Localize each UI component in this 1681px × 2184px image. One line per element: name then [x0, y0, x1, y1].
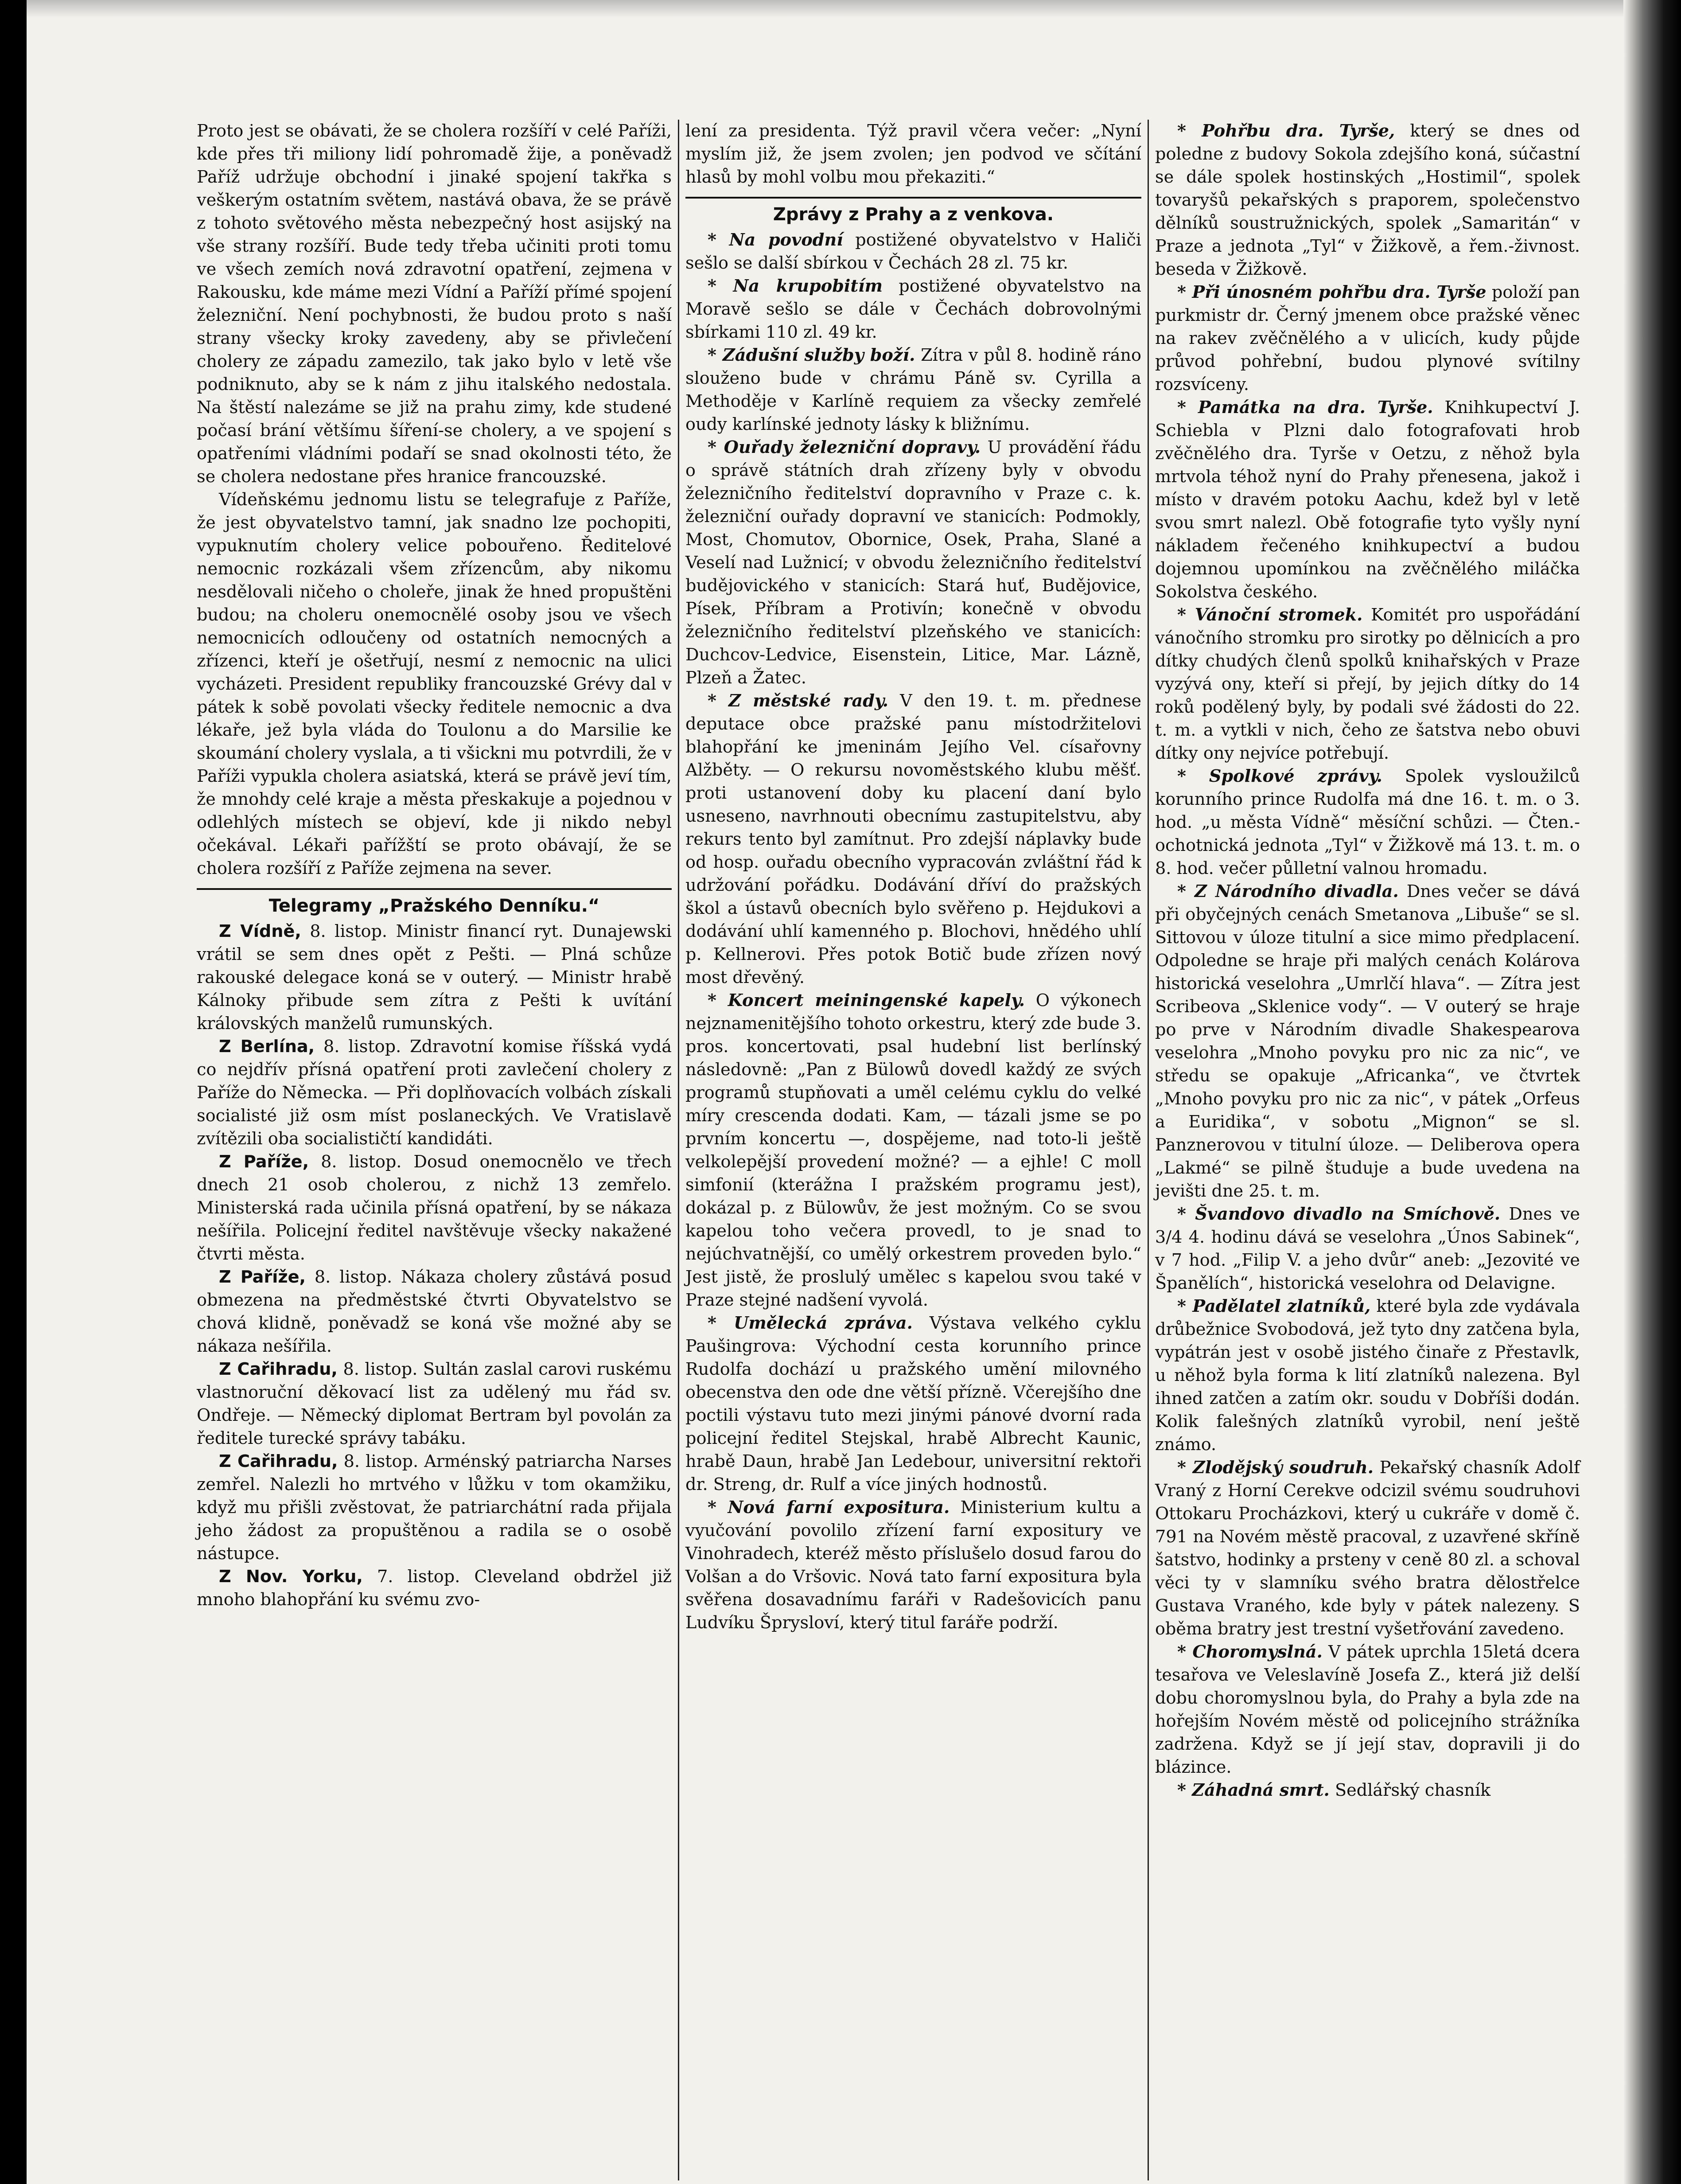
column-2	[678, 120, 1148, 2180]
page-left-edge	[0, 0, 27, 2184]
telegram-paris-2: Z Paříže, 8. listop. Nákaza cholery zůstává posud obmezena na předměstské čtvrti Obyvatelstvo se chová klidně, poněvadž se koná vše možné aby se nákaza nešířila.	[197, 1268, 672, 1356]
page-right-edge	[1623, 0, 1681, 2184]
section-title-prague-news: Zprávy z Prahy a z venkova.	[773, 204, 1054, 225]
bullet-asterisk: *	[708, 991, 728, 1010]
bullet-asterisk: *	[1177, 121, 1202, 141]
bullet-asterisk: *	[1177, 1296, 1193, 1316]
telegram-vienna: Z Vídně, 8. listop. Ministr financí ryt. Dunajewski vrátil se sem dnes opět z Pešti. — Plná schůze rakouské delegace koná se v outerý. — Ministr hrabě Kálnoky přibude sem zítra z Pešti k uvítání královských manželů rumunských.	[197, 922, 672, 1034]
column-3	[1148, 120, 1586, 2180]
bullet-asterisk: *	[708, 691, 729, 711]
news-railway: * Ouřady železniční dopravy. U provádění řádu o správě státních drah zřízeny byly v obvodu železničního ředitelství dopravního v Praze c. k. železniční ouřady dopravní ve stanicích: Podmokly, Most, Chomutov, Obornice, Osek, Praha, Slané a Veselí nad Lužnicí; v obvodu železničního ředitelství budějovického v stanicích: Stará huť, Budějovice, Písek, Příbram a Protivín; konečně v obvodu železničního ředitelství plzeňského ve stanicích: Duchcov-Ledvice, Eisenstein, Litice, Mar. Lázně, Plzeň a Žatec.	[685, 437, 1142, 688]
news-club-reports: * Spolkové zprávy. Spolek vysloužilců korunního prince Rudolfa má dne 16. t. m. o 3. hod. „u města Vídně“ měsíční schůzi. — Čten.-ochotnická jednota „Tyl“ v Žižkově má 13. t. m. o 8. hod. večer půlletní valnou hromadu.	[1155, 766, 1580, 878]
news-counterfeiter: * Padělatel zlatníků, které byla zde vydávala drůbežnice Svobodová, jež tyto dny zatčena byla, vypátrán jest v osobě jistého činaře z Přestavlk, u něhož byla forma k lití zlatníků nalezena. Byl ihned zatčen a zatím okr. soudu v Dobříši dodán. Kolik falešných zlatníků vyrobil, není ještě známo.	[1155, 1296, 1580, 1455]
telegram-berlin: Z Berlína, 8. listop. Zdravotní komise říšská vydá co nejdřív přísná opatření proti zavlečení cholery z Paříže do Německa. — Při doplňovacích volbách získali socialisté již osm míst poslaneckých. Ve Vratislavě zvítězili oba socialističtí kandidáti.	[197, 1037, 672, 1149]
bullet-asterisk: *	[1177, 605, 1195, 625]
bullet-asterisk: *	[708, 1498, 728, 1517]
news-funeral: * Pohřbu dra. Tyrše, který se dnes od poledne z budovy Sokola zdejšího koná, súčastní se dále spolek hostinských „Hostimil“, spolek tovaryšů pekařských s praporem, společenstvo dělníků soustružnických, spolek „Samaritán“ v Praze a jednota „Tyl“ v Žižkově, a řem.-živnost. beseda v Žižkově.	[1155, 121, 1580, 279]
bullet-asterisk: *	[1177, 398, 1198, 417]
page-top-shadow	[0, 0, 1681, 18]
telegram-constantinople-2: Z Cařihradu, 8. listop. Arménský patriarcha Narses zemřel. Nalezli ho mrtvého v lůžku v tom okamžiku, když mu přišli zvěstovat, že patriarchátní rada přijala jeho žádost za propuštěnou a radila se o osobě nástupce.	[197, 1452, 672, 1564]
divider	[197, 888, 672, 890]
news-insane: * Choromyslná. V pátek uprchla 15letá dcera tesařova ve Veleslavíně Josefa Z., která již delší dobu choromyslnou byla, do Prahy a byla zde na hořejším Novém městě od policejního strážníka zadržena. Když se jí její stav, dopravili ji do blázince.	[1155, 1642, 1580, 1777]
bullet-asterisk: *	[1177, 766, 1209, 786]
newspaper-page	[191, 120, 1586, 2180]
bullet-asterisk: *	[1177, 881, 1195, 901]
bullet-asterisk: *	[708, 1313, 734, 1333]
bullet-asterisk: *	[1177, 282, 1192, 302]
bullet-asterisk: *	[1177, 1642, 1193, 1662]
bullet-asterisk: *	[708, 230, 729, 250]
news-funeral-mayor: * Při únosném pohřbu dra. Tyrše položí pan purkmistr dr. Černý jmenem obce pražské věnec na rakev zvěčnělého a v ulicích, kudy půjde průvod pohřební, budou plynové svítilny rozsvíceny.	[1155, 282, 1580, 394]
column-1	[191, 120, 678, 2180]
telegram-constantinople-1: Z Cařihradu, 8. listop. Sultán zaslal carovi ruskému vlastnoruční děkovací list za udělený mu řád sv. Ondřeje. — Německý diplomat Bertram byl povolán za ředitele turecké správy tabáku.	[197, 1360, 672, 1448]
news-parish: * Nová farní expositura. Ministerium kultu a vyučování povolilo zřízení farní expositury ve Vinohradech, kteréž město příslušelo dosud farou do Volšan a do Vršovic. Nová tato farní expositura byla svěřena dosavadnímu faráři v Radešovicích panu Ludvíku Šprysloví, který titul faráře podrží.	[685, 1498, 1142, 1633]
article-cholera-cont: Vídeňskému jednomu listu se telegrafuje z Paříže, že jest obyvatelstvo tamní, jak snadno lze pochopiti, vypuknutím cholery velice pobouřeno. Ředitelové nemocnic rozkázali všem zřízencům, aby nikomu nesdělovali ničeho o choleře, jinak že hned propuštěni budou; na choleru onemocnělé osoby jsou ve všech nemocnicích odloučeny od ostatních nemocných a zřízenci, kteří je ošetřují, nesmí z nemocnic na ulici vycházeti. President republiky francouzské Grévy dal v pátek k sobě povolati všecky ředitele nemocnic a dva lékaře, jež byla vláda do Toulonu a do Marsilie ke skoumání cholery vyslala, a ti všickni mu potvrdili, že v Paříži vypukla cholera asiatská, která se právě jeví tím, že mnohdy celé kraje a města přeskakuje a pojednou v odlehlých místech se objeví, kde ji nikdo nebyl očekával. Lékaři pařížští se proto obávají, že se cholera rozšíří z Paříže zejmena na sever.	[197, 490, 672, 878]
news-requiem: * Zádušní služby boží. Zítra v půl 8. hodině ráno slouženo bude v chrámu Páně sv. Cyrilla a Methoděje v Karlíně requiem za všecky zemřelé oudy karlínské jednoty lásky k bližnímu.	[685, 345, 1142, 434]
news-thief: * Zlodějský soudruh. Pekařský chasník Adolf Vraný z Horní Cerekve odcizil svému soudruhovi Ottokaru Procházkovi, který u cukráře v domě č. 791 na Novém městě pracoval, z uzavřené skříně šatstvo, hodinky a prsteny v ceně 80 zl. a schoval věci ty v slamníku svého bratra dělostřelce Gustava Vraného, kde byly v pátek nalezeny. S oběma bratry jest trestní vyšetřování zavedeno.	[1155, 1458, 1580, 1639]
telegram-new-york-cont: lení za presidenta. Týž pravil včera večer: „Nyní myslím již, že jsem zvolen; jen podvod ve sčítání hlasů by mohl volbu mou překaziti.“	[685, 121, 1141, 187]
divider	[685, 197, 1141, 199]
news-christmas-tree: * Vánoční stromek. Komitét pro uspořádání vánočního stromku pro sirotky po dělnicích a pro dítky chudých členů spolků knihařských v Praze vyzývá ony, kteří si přejí, by jejich dítky do 14 roků podělený byly, by podali své žádosti do 22. t. m. a vytkli v nich, čeho ze šatstva nebo obuvi dítky ony nejvíce potřebují.	[1155, 605, 1580, 763]
article-cholera: Proto jest se obávati, že se cholera rozšíří v celé Paříži, kde přes tři miliony lidí pohromadě žije, a poněvadž Paříž udržuje obchodní i jinaké spojení takřka s veškerým ostatním světem, nastává obava, že se právě z tohoto světového města nebezpečný host asijský na vše strany rozšíří. Bude tedy třeba učiniti proti tomu ve všech zemích nová zdravotní opatření, zejmena v Rakousku, kde máme mezi Vídní a Paříží přímé spojení železniční. Není pochybnosti, že budou proto s naší strany všecky kroky zavedeny, aby se přivlečení cholery ze západu zamezilo, tak jako bylo v letě vše podniknuto, aby se k nám z jihu italského nedostala. Na štěstí nalezáme se již na prahu zimy, kde studené počasí brání většímu šíření-se cholery, a ve spojení s opatřeními vládními podaří se snad okolnosti této, že se cholera nedostane přes hranice francouzské.	[197, 121, 672, 487]
bullet-asterisk: *	[1177, 1780, 1192, 1800]
news-mysterious-death: * Záhadná smrt. Sedlářský chasník	[1177, 1780, 1491, 1800]
news-national-theatre: * Z Národního divadla. Dnes večer se dává při obyčejných cenách Smetanova „Libuše“ se sl. Sittovou v úloze titulní a sice mimo předplacení. Odpoledne se hraje při malých cenách Kolárova historická veselohra „Umrlčí hlava“. — Zítra jest Scribeova „Sklenice vody“. — V outerý se hraje po prve v Národním divadle Shakespearova veselohra „Mnoho povyku pro nic za nic“, ve středu se opakuje „Africanka“, ve čtvrtek „Mnoho povyku pro nic za nic“, v pátek „Orfeus a Euridika“, v sobotu „Mignon“ se sl. Panznerovou v titulní úloze. — Deliberova opera „Lakmé“ se pilně študuje a bude uvedena na jevišti dne 25. t. m.	[1155, 881, 1580, 1201]
section-title-telegrams: Telegramy „Pražského Denníku.“	[268, 896, 600, 916]
bullet-asterisk: *	[1177, 1204, 1195, 1224]
news-flood: * Na povodní postižené obyvatelstvo v Haliči sešlo se další sbírkou v Čechách 28 zl. 75 kr.	[685, 230, 1142, 273]
telegram-paris-1: Z Paříže, 8. listop. Dosud onemocnělo ve třech dnech 21 osob cholerou, z nichž 13 zemřelo. Ministerská rada učinila přísná opatření, by se nákaza nešířila. Policejní ředitel navštěvuje všecky nakažené čtvrti města.	[197, 1152, 672, 1264]
bullet-asterisk: *	[708, 437, 724, 457]
news-city-council: * Z městské rady. V den 19. t. m. přednese deputace obce pražské panu místodržitelovi blahopřání ke jmeninám Jejího Vel. císařovny Alžběty. — O rekursu novoměstského klubu měšť. proti ustanovení doby ku placení daní bylo usneseno, navrhnouti obecnímu zastupitelstvu, aby rekurs tento byl zamítnut. Pro zdejší náplavky bude od hosp. ouřadu obecního vypracován zvláštní řád k udržování pořádku. Dodávání dříví do pražských škol a ústavů obecních bylo svěřeno p. Hejdukovi a dodávání uhlí kamenného p. Blochovi, hnědého uhlí p. Kellnerovi. Přes potok Botič bude zřízen nový most dřevěný.	[685, 691, 1141, 987]
bullet-asterisk: *	[708, 345, 723, 365]
news-svanda-theatre: * Švandovo divadlo na Smíchově. Dnes ve 3/4 4. hodinu dává se veselohra „Únos Sabinek“, v 7 hod. „Filip V. a jeho dvůr“ aneb: „Jezovité ve Španělích“, historická veselohra od Delavigne.	[1155, 1204, 1580, 1293]
news-hail: * Na krupobitím postižené obyvatelstvo na Moravě sešlo se dále v Čechách dobrovolnými sbírkami 110 zl. 49 kr.	[685, 276, 1142, 342]
news-concert: * Koncert meiningenské kapely. O výkonech nejznamenitějšího tohoto orkestru, který zde bude 3. pros. koncertovati, psal hudební list berlínský následovně: „Pan z Bülowů dovedl každý ze svých programů stupňovati a uměl celému cyklu do velké míry crescenda dodati. Kam, — tázali jsme se po prvním koncertu —, dospějeme, nad toto-li ještě velkolepější provedení možné? — a ejhle! C moll simfonií (kterážna I pražském programu jest), dokázal p. z Bülowův, že jest možným. Co se svou kapelou toho večera provedl, to je snad to nejúchvatnější, co umělý orkestrem proveden bylo.“ Jest jistě, že proslulý umělec s kapelou svou také v Praze stejné nadšení vyvolá.	[685, 991, 1142, 1310]
bullet-asterisk: *	[1177, 1458, 1193, 1478]
news-art: * Umělecká zpráva. Výstava velkého cyklu Paušingrova: Východní cesta korunního prince Rudolfa dochází u pražského umění milovného obecenstva den ode dne větší přízně. Včerejšího dne poctili výstavu tuto mezi jinými pánové dvorní rada policejní ředitel Stejskal, hrabě Albrecht Kaunic, hrabě Daun, hrabě Jan Ledebour, universitní rektoři dr. Streng, dr. Rulf a více jiných hodnostů.	[685, 1313, 1141, 1494]
telegram-new-york: Z Nov. Yorku, 7. listop. Cleveland obdržel již mnoho blahopřání ku svému zvo-	[197, 1567, 672, 1610]
news-memorial: * Památka na dra. Tyrše. Knihkupectví J. Schiebla v Plzni dalo fotografovati hrob zvěčnělého dra. Tyrše v Oetzu, z něhož byla mrtvola téhož nyní do Prahy přenesena, jakož i místo v dravém potoku Aachu, kdež byl v letě svou smrt nalezl. Obě fotografie tyto vyšly nyní nákladem řečeného knihkupectví a budou dojemnou upomínkou na zvěčnělého miláčka Sokolstva českého.	[1155, 398, 1580, 602]
bullet-asterisk: *	[708, 276, 733, 296]
